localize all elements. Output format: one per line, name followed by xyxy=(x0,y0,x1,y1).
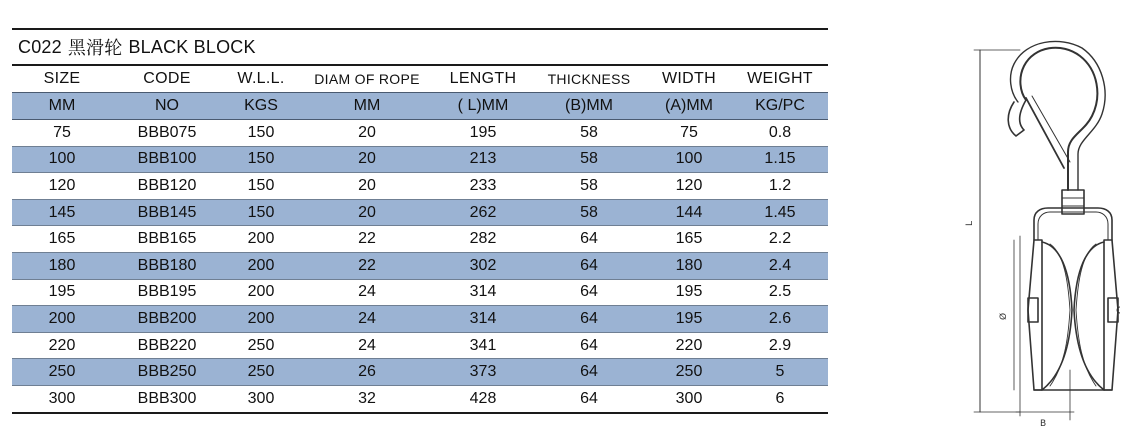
table-row xyxy=(12,173,828,200)
cell-weight: 0.8 xyxy=(732,120,828,147)
table-row xyxy=(12,359,828,386)
cell-thickness: 58 xyxy=(532,146,646,173)
table-row xyxy=(12,306,828,333)
cell-code: BBB180 xyxy=(112,252,222,279)
cell-length: 195 xyxy=(434,120,532,147)
pulley-drawing-svg xyxy=(960,40,1120,430)
cell-thickness: 58 xyxy=(532,199,646,226)
cell-length: 373 xyxy=(434,359,532,386)
cell-wll: 200 xyxy=(222,279,300,306)
cell-wll: 200 xyxy=(222,226,300,253)
unit-thickness: (B)MM xyxy=(532,93,646,120)
dimension-label-width: B xyxy=(1040,419,1047,429)
cell-size: 220 xyxy=(12,332,112,359)
pulley-block-hook-diagram-icon xyxy=(960,40,1120,430)
table-row xyxy=(12,146,828,173)
header-size: SIZE xyxy=(12,66,112,93)
cell-diam: 32 xyxy=(358,389,376,407)
cell-diam: 26 xyxy=(300,359,434,386)
cell-thickness: 64 xyxy=(532,306,646,333)
cell-length: 314 xyxy=(434,306,532,333)
cell-diam: 24 xyxy=(300,332,434,359)
cell-thickness: 64 xyxy=(580,389,598,407)
table-row xyxy=(12,199,828,226)
table-row xyxy=(12,279,828,306)
cell-code: BBB300 xyxy=(137,389,197,407)
spec-table-body xyxy=(12,120,828,412)
header-diam-of-rope: DIAM OF ROPE xyxy=(300,66,434,93)
cell-length: 262 xyxy=(434,199,532,226)
cell-size: 145 xyxy=(12,199,112,226)
header-code: CODE xyxy=(112,66,222,93)
cell-wll: 150 xyxy=(222,146,300,173)
cell-wll: 150 xyxy=(222,173,300,200)
cell-diam: 24 xyxy=(300,306,434,333)
header-thickness: THICKNESS xyxy=(532,66,646,93)
header-width: WIDTH xyxy=(646,66,732,93)
cell-wll: 250 xyxy=(222,359,300,386)
cell-code: BBB120 xyxy=(112,173,222,200)
cell-wll: 150 xyxy=(222,120,300,147)
cell-width: 250 xyxy=(646,359,732,386)
cell-width: 195 xyxy=(646,306,732,333)
table-title xyxy=(12,30,828,64)
cell-wll: 150 xyxy=(222,199,300,226)
cell-code: BBB200 xyxy=(112,306,222,333)
cell-diam: 20 xyxy=(300,173,434,200)
cell-thickness: 58 xyxy=(532,173,646,200)
cell-weight: 2.2 xyxy=(732,226,828,253)
cell-size: 75 xyxy=(12,120,112,147)
header-weight: WEIGHT xyxy=(732,66,828,93)
cell-weight: 6 xyxy=(775,389,785,407)
cell-width: 300 xyxy=(675,389,703,407)
cell-thickness: 58 xyxy=(532,120,646,147)
cell-diam: 22 xyxy=(300,226,434,253)
header-wll: W.L.L. xyxy=(222,66,300,93)
unit-size: MM xyxy=(12,93,112,120)
cell-length: 233 xyxy=(434,173,532,200)
cell-wll: 250 xyxy=(222,332,300,359)
cell-diam: 20 xyxy=(300,120,434,147)
cell-weight: 5 xyxy=(732,359,828,386)
cell-size: 195 xyxy=(12,279,112,306)
unit-diam-of-rope: MM xyxy=(300,93,434,120)
cell-weight: 2.9 xyxy=(732,332,828,359)
cell-width: 180 xyxy=(646,252,732,279)
cell-code: BBB195 xyxy=(112,279,222,306)
cell-weight: 1.45 xyxy=(732,199,828,226)
cell-size: 120 xyxy=(12,173,112,200)
cell-weight: 2.4 xyxy=(732,252,828,279)
cell-size: 300 xyxy=(48,389,76,407)
cell-length: 314 xyxy=(434,279,532,306)
cell-length: 428 xyxy=(469,389,497,407)
cell-length: 282 xyxy=(434,226,532,253)
cell-code: BBB220 xyxy=(112,332,222,359)
title-chinese: 黑滑轮 xyxy=(67,38,123,58)
spec-table xyxy=(12,66,828,412)
cell-diam: 20 xyxy=(300,146,434,173)
table-row xyxy=(12,226,828,253)
unit-weight: KG/PC xyxy=(732,93,828,120)
bottom-rule xyxy=(12,412,828,414)
cell-wll: 300 xyxy=(247,389,275,407)
dimension-label-diameter: Ø xyxy=(999,312,1009,320)
cell-width: 195 xyxy=(646,279,732,306)
table-row xyxy=(12,252,828,279)
cell-thickness: 64 xyxy=(532,279,646,306)
cell-length: 302 xyxy=(434,252,532,279)
cell-length: 341 xyxy=(434,332,532,359)
spec-table-block xyxy=(12,28,828,414)
cell-code: BBB100 xyxy=(112,146,222,173)
cell-thickness: 64 xyxy=(532,359,646,386)
cell-size: 250 xyxy=(12,359,112,386)
cell-thickness: 64 xyxy=(532,226,646,253)
unit-width: (A)MM xyxy=(646,93,732,120)
title-code: C022 xyxy=(18,36,62,57)
cell-thickness: 64 xyxy=(532,252,646,279)
cell-wll: 200 xyxy=(222,306,300,333)
cell-weight: 2.6 xyxy=(732,306,828,333)
cell-weight: 1.15 xyxy=(732,146,828,173)
cell-thickness: 64 xyxy=(532,332,646,359)
cell-width: 100 xyxy=(646,146,732,173)
title-english: BLACK BLOCK xyxy=(128,36,256,57)
cell-size: 100 xyxy=(12,146,112,173)
cell-width: 75 xyxy=(646,120,732,147)
header-length: LENGTH xyxy=(434,66,532,93)
cell-width: 120 xyxy=(646,173,732,200)
cell-weight: 2.5 xyxy=(732,279,828,306)
cell-size: 200 xyxy=(12,306,112,333)
cell-size: 180 xyxy=(12,252,112,279)
cell-code: BBB165 xyxy=(112,226,222,253)
cell-weight: 1.2 xyxy=(732,173,828,200)
unit-code: NO xyxy=(112,93,222,120)
header-row-units xyxy=(12,93,828,120)
dimension-label-length: L xyxy=(965,220,975,226)
cell-width: 220 xyxy=(646,332,732,359)
cell-code: BBB075 xyxy=(112,120,222,147)
table-row xyxy=(12,385,828,411)
cell-code: BBB250 xyxy=(112,359,222,386)
table-row xyxy=(12,120,828,147)
cell-diam: 24 xyxy=(300,279,434,306)
cell-diam: 22 xyxy=(300,252,434,279)
header-row-labels xyxy=(12,66,828,93)
cell-width: 165 xyxy=(646,226,732,253)
cell-length: 213 xyxy=(434,146,532,173)
cell-code: BBB145 xyxy=(112,199,222,226)
cell-wll: 200 xyxy=(222,252,300,279)
cell-width: 144 xyxy=(646,199,732,226)
table-row xyxy=(12,332,828,359)
unit-length: ( L)MM xyxy=(434,93,532,120)
cell-diam: 20 xyxy=(300,199,434,226)
unit-wll: KGS xyxy=(222,93,300,120)
cell-size: 165 xyxy=(12,226,112,253)
